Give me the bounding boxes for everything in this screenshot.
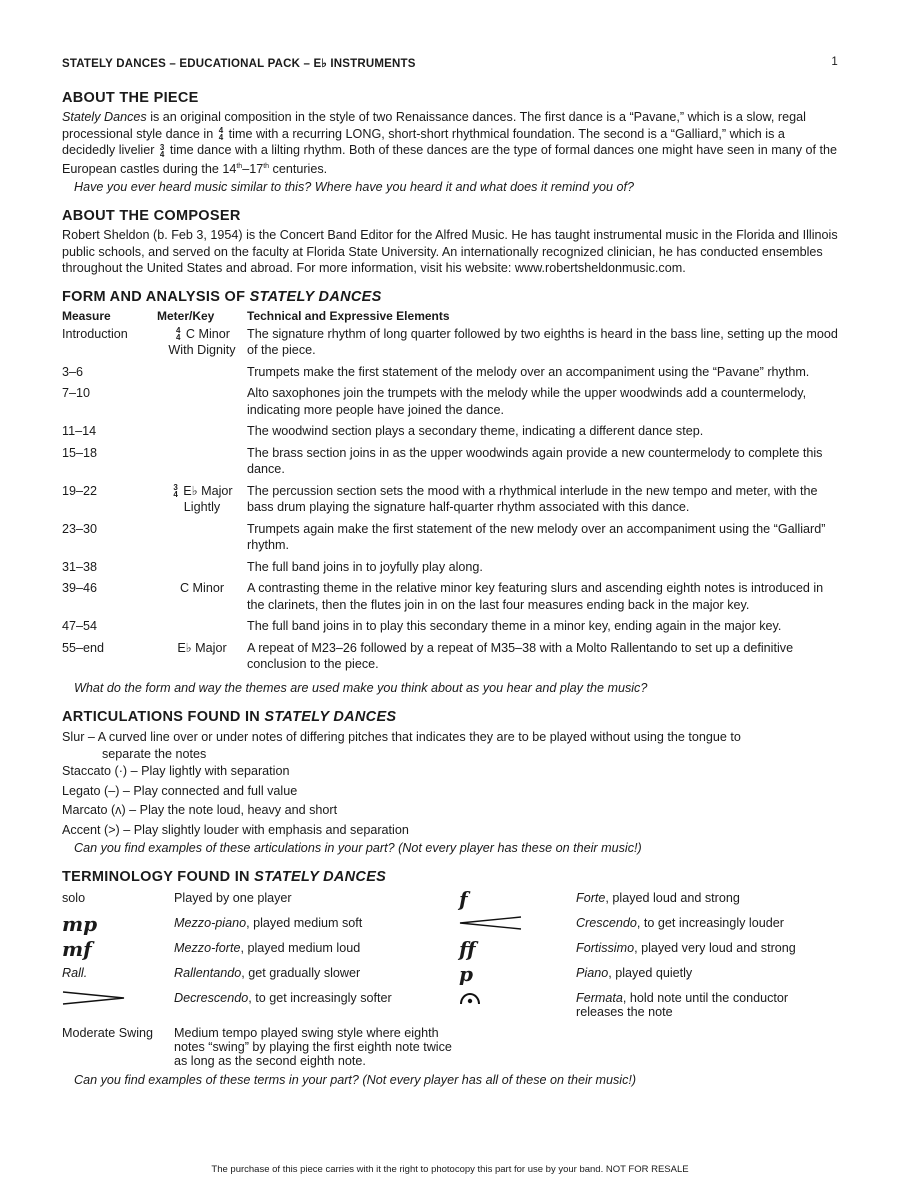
terminology-grid	[62, 887, 838, 1069]
term-definition: Medium tempo played swing style where eighth notes “swing” by playing the first eighth note twice as long as the second eighth note.	[174, 1026, 452, 1069]
col-elements: Technical and Expressive Elements	[247, 308, 450, 323]
key-label: E♭ Major	[177, 640, 227, 655]
measure-cell: Introduction	[62, 326, 128, 341]
term-symbol	[62, 991, 174, 1019]
key-label: C Minor	[179, 581, 225, 596]
footer-notice: The purchase of this piece carries with it the right to photocopy this part for use by your band. NOT FOR RESALE	[211, 1164, 689, 1175]
elements-cell: The brass section joins in as the upper woodwinds again provide a new countermelody to complete this dance.	[247, 445, 823, 477]
terminology-heading: TERMINOLOGY FOUND IN STATELY DANCES	[62, 869, 387, 886]
articulation-list	[62, 728, 838, 841]
form-question: What do the form and way the themes are used make you think about as you hear and play the music?	[74, 680, 648, 695]
col-meter-key: Meter/Key	[157, 308, 215, 323]
meter-key-cell	[157, 423, 247, 445]
measure-cell: 11–14	[62, 424, 97, 439]
page-number: 1	[831, 56, 838, 68]
term-label: solo	[62, 891, 86, 906]
articulation-item: Accent (>) – Play slightly louder with emphasis and separation	[62, 822, 409, 837]
form-row	[62, 445, 838, 483]
form-row	[62, 580, 838, 618]
running-header	[62, 56, 838, 78]
term-symbol	[62, 937, 174, 962]
meter-key-cell	[157, 385, 247, 423]
term-symbol	[459, 962, 576, 987]
term-symbol	[62, 912, 174, 937]
form-row	[62, 423, 838, 445]
page	[62, 56, 838, 1089]
about-piece-question: Have you ever heard music similar to this? Where have you heard it and what does it remind you of?	[74, 180, 635, 195]
meter-key-cell	[157, 559, 247, 581]
time-signature: 4 4	[218, 126, 224, 143]
articulation-slur: Slur – A curved line over or under notes of differing pitches that indicates they are to be played without using the tongue to separate the notes	[62, 729, 741, 762]
term-label: Moderate Swing	[62, 1026, 154, 1041]
term-symbol	[459, 887, 576, 912]
elements-cell: The full band joins in to joyfully play along.	[247, 559, 483, 574]
elements-cell: Trumpets again make the first statement of the new melody over an accompaniment using the “Galliard” rhythm.	[247, 521, 826, 553]
term-symbol	[459, 916, 576, 934]
terminology-question: Can you find examples of these terms in your part? (Not every player has all of these on their music!)	[74, 1073, 637, 1088]
form-row	[62, 326, 838, 364]
dynamic-symbol: ff	[459, 937, 476, 962]
meter-key-cell	[157, 483, 247, 521]
form-heading: FORM AND ANALYSIS OF STATELY DANCES	[62, 288, 382, 305]
header-title: STATELY DANCES – EDUCATIONAL PACK – E♭ INSTRUMENTS	[62, 58, 416, 70]
dynamic-symbol: mf	[62, 937, 92, 962]
time-signature: 3 4	[173, 483, 178, 500]
term-definition: Mezzo-forte, played medium loud	[174, 941, 361, 956]
elements-cell: A repeat of M23–26 followed by a repeat of M35–38 with a Molto Rallentando to set up a definitive conclusion to the piece.	[247, 640, 794, 672]
term-abbrev: Rall.	[62, 966, 88, 981]
form-row	[62, 521, 838, 559]
measure-cell: 47–54	[62, 619, 98, 634]
form-row	[62, 618, 838, 640]
elements-cell: Trumpets make the first statement of the melody over an accompaniment using the “Pavane” rhythm.	[247, 364, 810, 379]
about-piece-heading: ABOUT THE PIECE	[62, 90, 199, 106]
term-symbol	[62, 891, 174, 909]
term-definition: Piano, played quietly	[576, 966, 693, 981]
measure-cell: 7–10	[62, 386, 91, 401]
form-row	[62, 640, 838, 678]
about-composer-text: Robert Sheldon (b. Feb 3, 1954) is the Concert Band Editor for the Alfred Music. He has taught instrumental music in the Florida and Illinois public schools, and served on the faculty at Florida State University. An internationally recognized clinician, he has conducted ensembles throughout the United States and abroad. For more information, visit his website: www.robertsheldonmusic.com.	[62, 228, 838, 276]
term-definition: Rallentando, get gradually slower	[174, 966, 361, 981]
form-row	[62, 559, 838, 581]
dynamic-symbol: f	[459, 887, 468, 912]
time-signature: 4 4	[175, 326, 181, 343]
measure-cell: 3–6	[62, 364, 84, 379]
articulations-heading: ARTICULATIONS FOUND IN STATELY DANCES	[62, 708, 397, 725]
meter-key-cell	[157, 618, 247, 640]
articulations-question: Can you find examples of these articulations in your part? (Not every player has these on their music!)	[74, 841, 642, 856]
term-symbol	[62, 966, 174, 984]
elements-cell: The signature rhythm of long quarter followed by two eighths is heard in the bass line, setting up the mood of the piece.	[247, 326, 838, 358]
key-label: C Minor	[185, 326, 231, 341]
meter-key-cell	[157, 640, 247, 678]
term-definition: Decrescendo, to get increasingly softer	[174, 991, 392, 1006]
elements-cell: The percussion section sets the mood with a rhythmical interlude in the new tempo and meter, with the bass drum playing the signature half-quarter rhythm associated with this dance.	[247, 483, 818, 515]
elements-cell: The full band joins in to play this secondary theme in a minor key, ending again in the major key.	[247, 619, 782, 634]
term-symbol	[459, 991, 576, 1019]
measure-cell: 39–46	[62, 581, 98, 596]
elements-cell: The woodwind section plays a secondary theme, indicating a different dance step.	[247, 424, 704, 439]
term-definition: Forte, played loud and strong	[576, 891, 740, 906]
fermata-icon	[459, 991, 481, 1005]
form-table	[62, 308, 838, 678]
meter-key-cell	[157, 445, 247, 483]
key-label: E♭ Major	[183, 483, 233, 498]
meter-key-cell	[157, 364, 247, 386]
form-row	[62, 364, 838, 386]
tempo-marking: Lightly	[183, 500, 221, 515]
meter-key-cell	[157, 326, 247, 364]
decrescendo-icon	[62, 991, 126, 1005]
elements-cell: A contrasting theme in the relative minor key featuring slurs and ascending eighth notes is introduced in the clarinets, then the flutes join in on the last four measures ending back in the major key.	[247, 581, 824, 612]
measure-cell: 55–end	[62, 640, 105, 655]
dynamic-symbol: p	[459, 962, 473, 987]
measure-cell: 23–30	[62, 521, 98, 536]
term-definition: Crescendo, to get increasingly louder	[576, 916, 784, 931]
about-piece-text: Stately Dances is an original composition in the style of two Renaissance dances. The first dance is a “Pavane,” which is a slow, regal processional style dance in 4 4 time with a recurring LONG, short-short rhythmical foundation. The second is a “Galliard,” which is a decidedly livelier 3 4 time dance with a lilting rhythm. Both of these dances are the type of formal dances one might have seen in many of the European castles during the 14th–17th centuries.	[62, 110, 838, 176]
term-definition: Fermata, hold note until the conductor releases the note	[576, 991, 789, 1020]
term-definition: Played by one player	[174, 891, 292, 906]
tempo-marking: With Dignity	[168, 343, 236, 358]
elements-cell: Alto saxophones join the trumpets with the melody while the upper woodwinds add a countermelody, indicating more people have joined the dance.	[247, 386, 807, 417]
col-measure: Measure	[62, 308, 111, 323]
articulation-item: Marcato (ᴧ) – Play the note loud, heavy and short	[62, 803, 338, 818]
meter-key-cell	[157, 521, 247, 559]
meter-key-cell	[157, 580, 247, 618]
dynamic-symbol: mp	[62, 912, 98, 937]
measure-cell: 31–38	[62, 559, 98, 574]
term-definition: Fortissimo, played very loud and strong	[576, 941, 796, 956]
time-signature: 3 4	[159, 142, 165, 159]
form-row	[62, 483, 838, 521]
articulation-item: Legato (–) – Play connected and full value	[62, 783, 298, 798]
articulation-item: Staccato (·) – Play lightly with separation	[62, 764, 290, 779]
term-symbol	[459, 937, 576, 962]
term-symbol	[62, 1026, 174, 1068]
measure-cell: 15–18	[62, 445, 98, 460]
measure-cell: 19–22	[62, 483, 98, 498]
about-composer-heading: ABOUT THE COMPOSER	[62, 208, 241, 225]
crescendo-icon	[459, 916, 523, 930]
term-definition: Mezzo-piano, played medium soft	[174, 916, 363, 931]
form-row	[62, 385, 838, 423]
